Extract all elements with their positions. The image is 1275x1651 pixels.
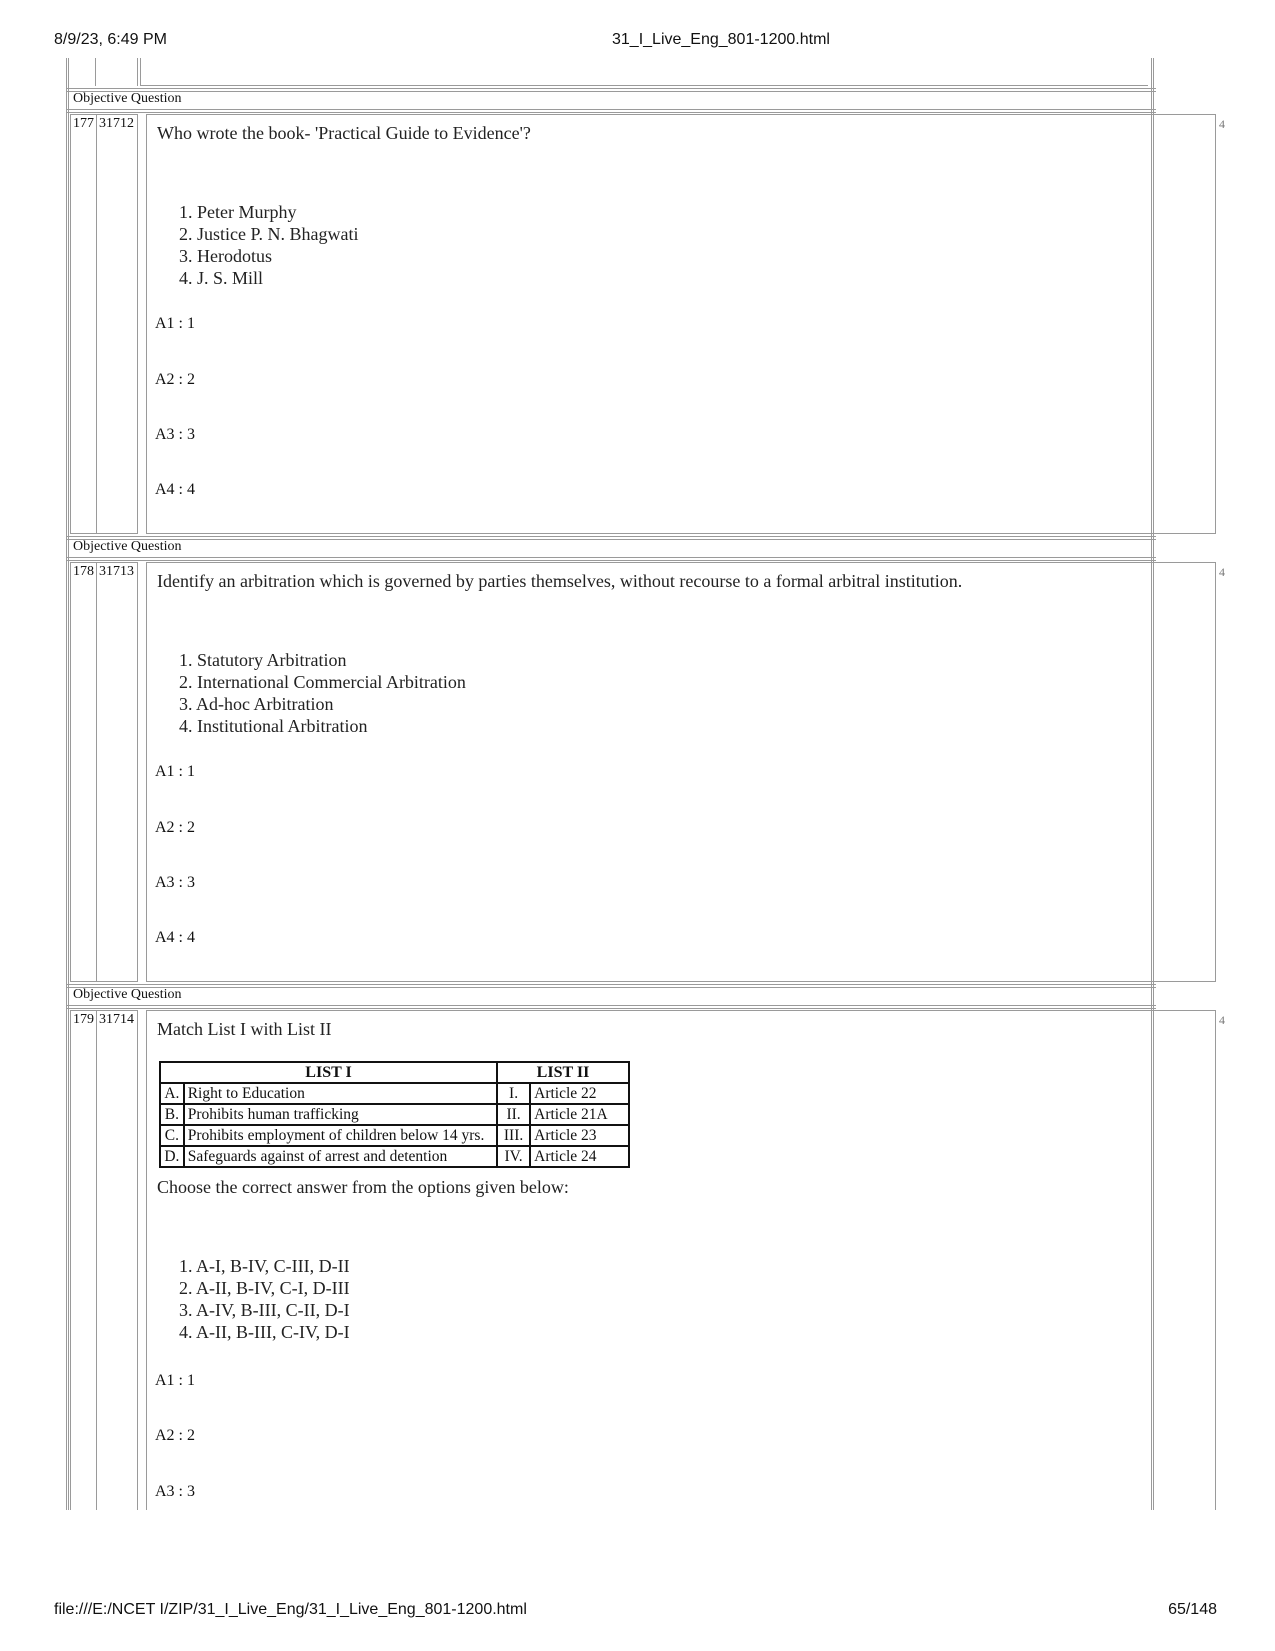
table-row (160, 1104, 629, 1125)
table-row (160, 1125, 629, 1146)
answer-option: A1 : 1 (155, 315, 195, 332)
question-id: 31713 (96, 562, 138, 982)
option-item: 2. A-II, B-IV, C-I, D-III (179, 1278, 350, 1298)
print-datetime: 8/9/23, 6:49 PM (54, 31, 167, 48)
serial-number: 177 (70, 114, 97, 534)
frame-line (66, 109, 1156, 110)
answer-option: A1 : 1 (155, 763, 195, 780)
frame-line (66, 987, 1156, 988)
frame-line (140, 85, 1148, 86)
table-cell: Prohibits employment of children below 14 yrs. (184, 1125, 497, 1146)
instruction-text: Choose the correct answer from the options given below: (157, 1177, 569, 1197)
frame-line (66, 112, 1156, 113)
answer-option: A3 : 3 (155, 1483, 195, 1500)
table-header: LIST II (497, 1062, 629, 1083)
option-item: 1. Peter Murphy (179, 202, 297, 222)
print-file-path: file:///E:/NCET I/ZIP/31_I_Live_Eng/31_I_Live_Eng_801-1200.html (54, 1601, 527, 1618)
table-row (160, 1146, 629, 1167)
table-cell: Prohibits human trafficking (184, 1104, 497, 1125)
frame-line (66, 536, 1156, 537)
option-list (179, 649, 466, 737)
option-item: 1. Statutory Arbitration (179, 650, 347, 670)
frame-line (66, 88, 1156, 89)
table-row (160, 1083, 629, 1104)
answer-option: A2 : 2 (155, 819, 195, 836)
clipped-column-mark: 4 (1219, 1013, 1225, 1027)
question-text: Who wrote the book- 'Practical Guide to Evidence'? (157, 123, 531, 143)
page-number: 65/148 (1168, 1601, 1217, 1618)
table-cell: IV. (497, 1146, 530, 1167)
clipped-column-mark: 4 (1219, 117, 1225, 131)
table-cell: B. (160, 1104, 184, 1125)
section-label: Objective Question (73, 539, 182, 554)
frame-line (66, 557, 1156, 558)
table-cell: C. (160, 1125, 184, 1146)
serial-number: 178 (70, 562, 97, 982)
section-label: Objective Question (73, 91, 182, 106)
frame-line (66, 58, 67, 1510)
frame-line (66, 560, 1156, 561)
option-item: 4. J. S. Mill (179, 268, 264, 288)
question-body (146, 562, 1225, 982)
question-body (146, 1010, 1225, 1510)
frame-line (68, 58, 69, 1510)
table-cell: Right to Education (184, 1083, 497, 1104)
table-cell: Article 23 (530, 1125, 629, 1146)
table-cell: I. (497, 1083, 530, 1104)
option-item: 1. A-I, B-IV, C-III, D-II (179, 1256, 350, 1276)
frame-line (66, 1008, 1156, 1009)
answer-option: A2 : 2 (155, 1427, 195, 1444)
question-text: Match List I with List II (157, 1019, 332, 1039)
option-item: 3. A-IV, B-III, C-II, D-I (179, 1300, 350, 1320)
serial-number: 179 (70, 1010, 97, 1510)
option-item: 4. Institutional Arbitration (179, 716, 368, 736)
question-body (146, 114, 1225, 534)
table-cell: Article 24 (530, 1146, 629, 1167)
table-cell: Article 22 (530, 1083, 629, 1104)
table-header-row (160, 1062, 629, 1083)
clipped-column-mark: 4 (1219, 565, 1225, 579)
section-label: Objective Question (73, 987, 182, 1002)
question-id: 31714 (96, 1010, 138, 1510)
frame-line (66, 1005, 1156, 1006)
answer-option: A4 : 4 (155, 929, 195, 946)
frame-line (95, 58, 96, 86)
option-item: 2. International Commercial Arbitration (179, 672, 466, 692)
question-text: Identify an arbitration which is governed by parties themselves, without recourse to a formal arbitral institution. (157, 571, 963, 591)
option-item: 3. Herodotus (179, 246, 272, 266)
answer-option: A1 : 1 (155, 1372, 195, 1389)
table-cell: D. (160, 1146, 184, 1167)
table-cell: II. (497, 1104, 530, 1125)
frame-line (140, 58, 141, 86)
frame-line (66, 984, 1156, 985)
question-row (70, 114, 1225, 534)
match-table (159, 1061, 630, 1168)
answer-option: A4 : 4 (155, 481, 195, 498)
table-cell: Safeguards against of arrest and detention (184, 1146, 497, 1167)
question-row (70, 1010, 1225, 1510)
answer-option: A3 : 3 (155, 874, 195, 891)
option-item: 3. Ad-hoc Arbitration (179, 694, 334, 714)
answer-option: A3 : 3 (155, 426, 195, 443)
table-cell: Article 21A (530, 1104, 629, 1125)
table-cell: III. (497, 1125, 530, 1146)
frame-line (66, 539, 1156, 540)
frame-line (137, 58, 138, 86)
question-id: 31712 (96, 114, 138, 534)
option-item: 4. A-II, B-III, C-IV, D-I (179, 1322, 350, 1342)
option-list (179, 201, 359, 289)
table-header: LIST I (160, 1062, 497, 1083)
answer-option: A2 : 2 (155, 371, 195, 388)
option-item: 2. Justice P. N. Bhagwati (179, 224, 359, 244)
frame-line (66, 91, 1156, 92)
print-filename: 31_I_Live_Eng_801-1200.html (612, 31, 830, 48)
table-cell: A. (160, 1083, 184, 1104)
option-list (179, 1255, 350, 1343)
question-row (70, 562, 1225, 982)
